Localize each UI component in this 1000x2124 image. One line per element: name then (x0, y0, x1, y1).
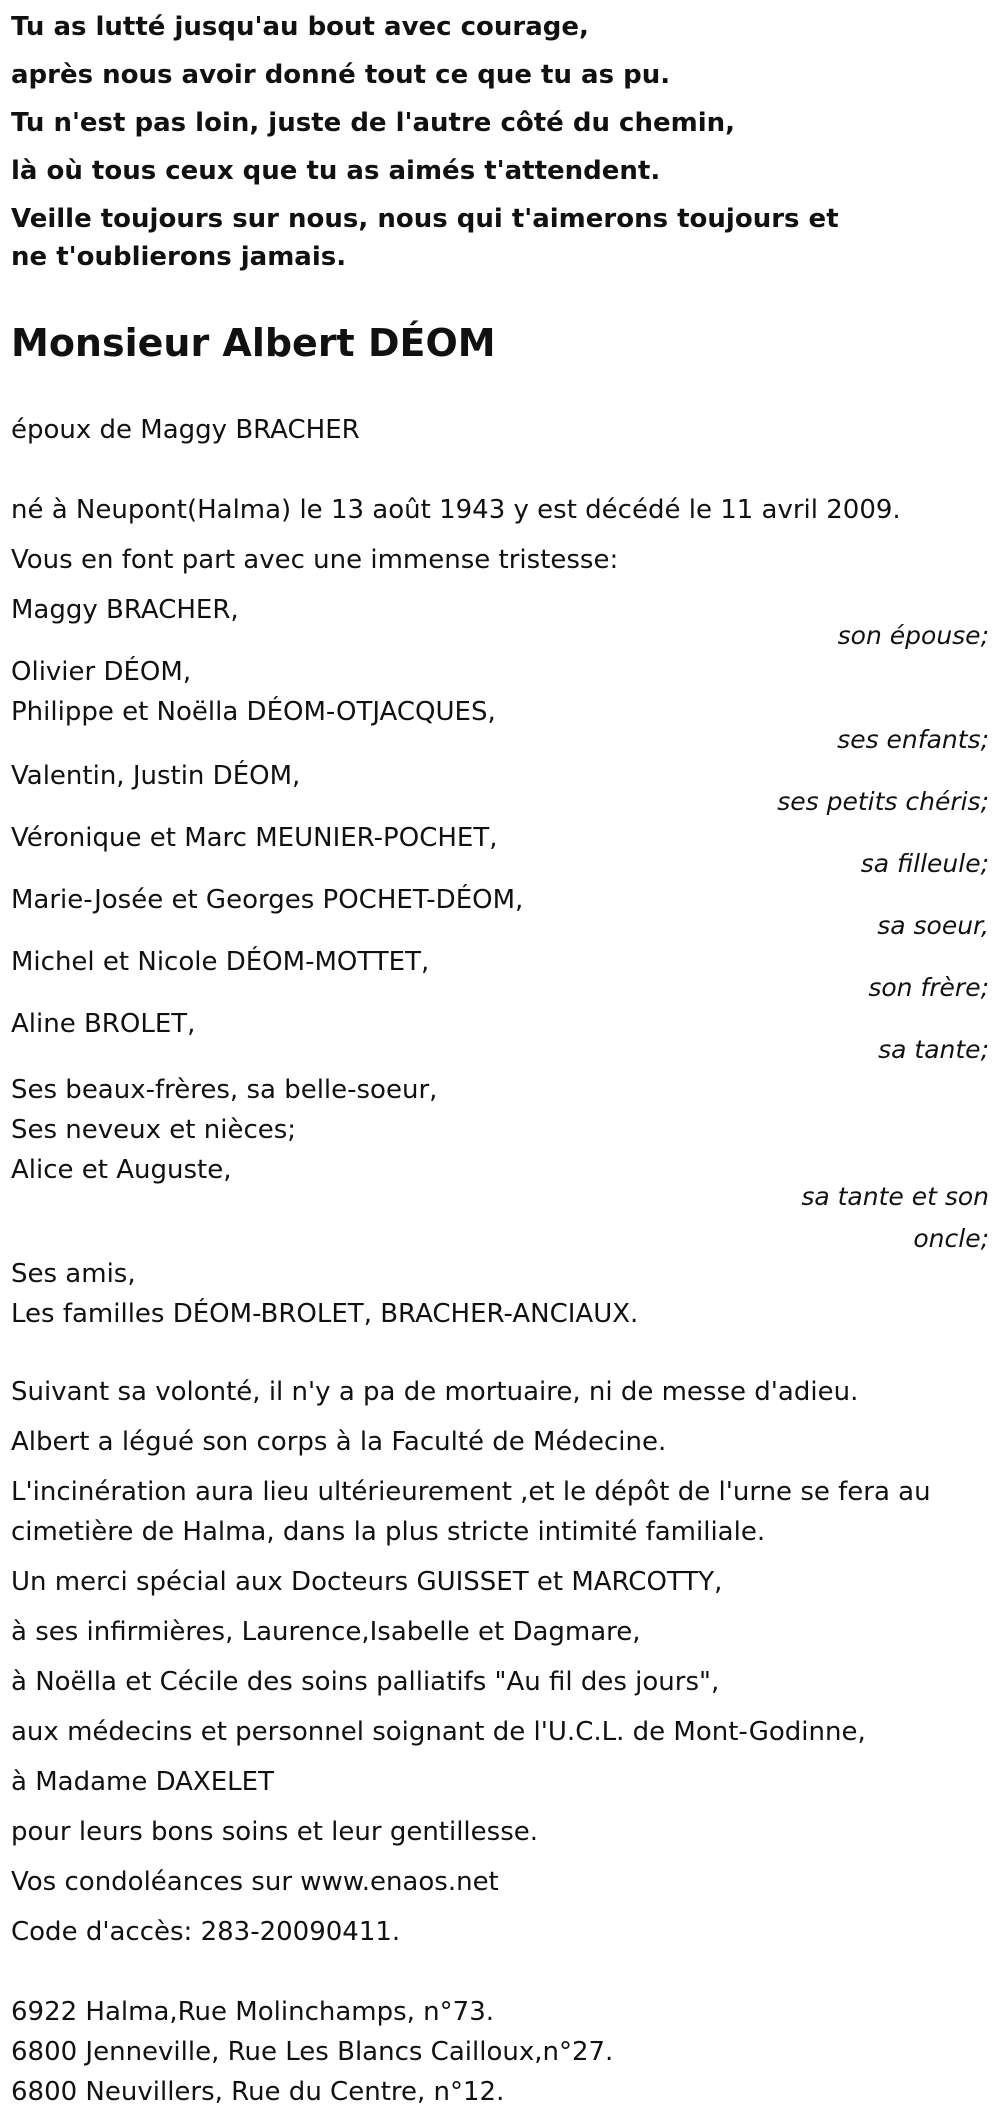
birth-death-line: né à Neupont(Halma) le 13 août 1943 y est décédé le 11 avril 2009. (11, 495, 901, 525)
family-member: Olivier DÉOM, (11, 657, 192, 687)
address-line: 6922 Halma,Rue Molinchamps, n°73. (11, 1997, 495, 2027)
note-line: Un merci spécial aux Docteurs GUISSET et MARCOTTY, (11, 1567, 723, 1597)
family-member: Marie-Josée et Georges POCHET-DÉOM, (11, 885, 524, 915)
access-code-line: Code d'accès: 283-20090411. (11, 1917, 401, 1947)
family-member: Ses amis, (11, 1259, 136, 1289)
poem-line: Veille toujours sur nous, nous qui t'aimerons toujours et ne t'oublierons jamais. (11, 204, 839, 272)
note-line: à Noëlla et Cécile des soins palliatifs "Au fil des jours", (11, 1667, 720, 1697)
relation-label: sa filleule; (860, 849, 989, 878)
family-member: Ses neveux et nièces; (11, 1115, 297, 1145)
note-line: L'incinération aura lieu ultérieurement ,et le dépôt de l'urne se fera au (11, 1477, 931, 1507)
poem-line: là où tous ceux que tu as aimés t'attendent. (11, 156, 661, 186)
poem-line: après nous avoir donné tout ce que tu as pu. (11, 60, 671, 90)
note-line: aux médecins et personnel soignant de l'U.C.L. de Mont-Godinne, (11, 1717, 866, 1747)
family-member: Michel et Nicole DÉOM-MOTTET, (11, 947, 430, 977)
relation-label: ses enfants; (837, 725, 989, 754)
relation-label: son frère; (868, 973, 989, 1002)
relation-label: sa tante et son oncle; (801, 1182, 989, 1253)
condolences-line: Vos condoléances sur www.enaos.net (11, 1867, 499, 1897)
poem-line: Tu as lutté jusqu'au bout avec courage, (11, 12, 589, 42)
family-member: Véronique et Marc MEUNIER-POCHET, (11, 823, 498, 853)
spouse-line: époux de Maggy BRACHER (11, 415, 360, 445)
family-member: Alice et Auguste, (11, 1155, 232, 1185)
note-line: à Madame DAXELET (11, 1767, 274, 1797)
family-member: Ses beaux-frères, sa belle-soeur, (11, 1075, 438, 1105)
note-line: pour leurs bons soins et leur gentillesse. (11, 1817, 539, 1847)
address-line: 6800 Neuvillers, Rue du Centre, n°12. (11, 2077, 505, 2107)
note-line: Suivant sa volonté, il n'y a pa de mortuaire, ni de messe d'adieu. (11, 1377, 859, 1407)
relation-label: ses petits chéris; (777, 787, 989, 816)
family-member: Maggy BRACHER, (11, 595, 239, 625)
relation-label: son épouse; (837, 621, 989, 650)
announcement-line: Vous en font part avec une immense tristesse: (11, 545, 619, 575)
family-member: Aline BROLET, (11, 1009, 196, 1039)
relation-label: sa soeur, (877, 911, 989, 940)
relation-label: sa tante; (878, 1035, 989, 1064)
note-line: Albert a légué son corps à la Faculté de Médecine. (11, 1427, 667, 1457)
address-line: 6800 Jenneville, Rue Les Blancs Cailloux,n°27. (11, 2037, 614, 2067)
note-line: à ses infirmières, Laurence,Isabelle et Dagmare, (11, 1617, 641, 1647)
poem-line: Tu n'est pas loin, juste de l'autre côté du chemin, (11, 108, 735, 138)
family-member: Les familles DÉOM-BROLET, BRACHER-ANCIAUX. (11, 1299, 639, 1329)
page-title: Monsieur Albert DÉOM (11, 321, 496, 365)
family-member: Philippe et Noëlla DÉOM-OTJACQUES, (11, 697, 496, 727)
note-line: cimetière de Halma, dans la plus stricte intimité familiale. (11, 1517, 766, 1547)
family-member: Valentin, Justin DÉOM, (11, 761, 301, 791)
poem (11, 8, 991, 276)
